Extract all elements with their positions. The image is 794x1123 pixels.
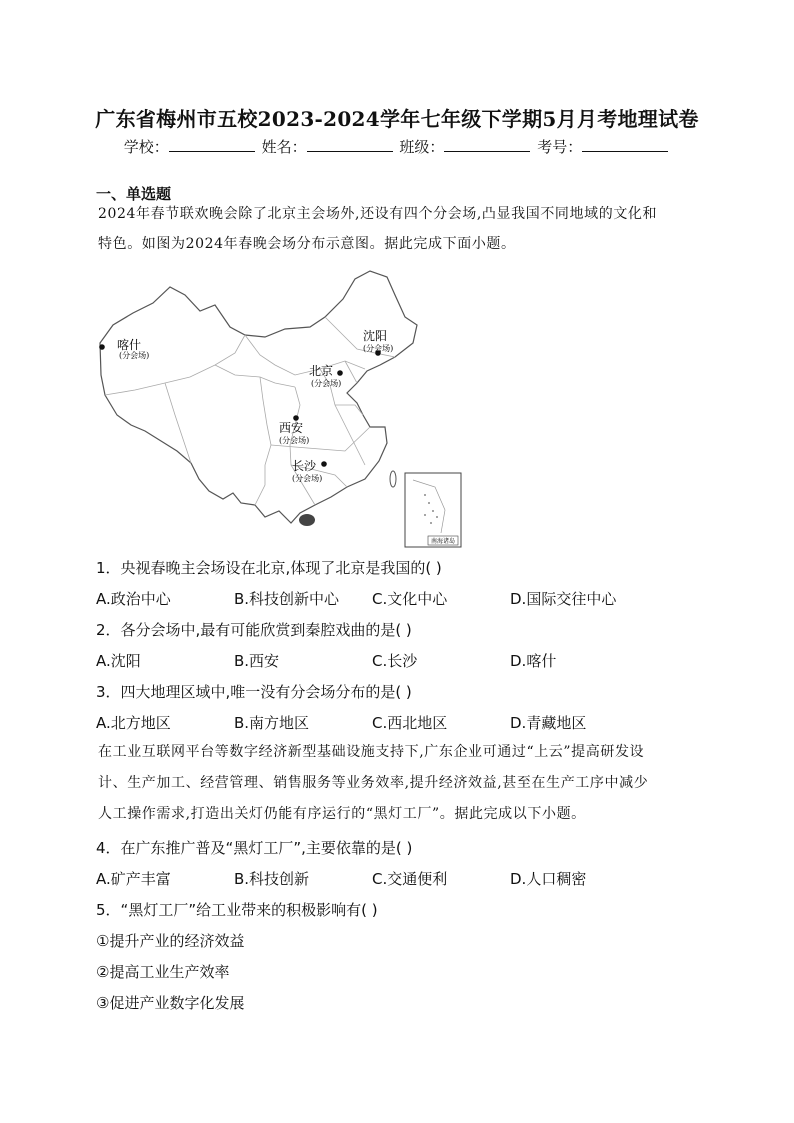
passage2-line3: 人工操作需求,打造出关灯仍能有序运行的“黑灯工厂”。据此完成以下小题。	[98, 806, 586, 822]
q1-option-c[interactable]: C.文化中心	[372, 590, 448, 608]
q4-option-a[interactable]: A.矿产丰富	[96, 870, 171, 888]
svg-text:沈阳: 沈阳	[363, 329, 388, 343]
svg-text:(分会场): (分会场)	[363, 344, 394, 353]
q1-option-d[interactable]: D.国际交往中心	[510, 590, 617, 608]
svg-text:(分会场): (分会场)	[292, 474, 323, 483]
passage2-line2: 计、生产加工、经营管理、销售服务等业务效率,提升经济效益,甚至在生产工序中减少	[98, 775, 649, 791]
class-blank[interactable]	[444, 137, 530, 152]
question-1-stem: 1．央视春晚主会场设在北京,体现了北京是我国的( )	[96, 559, 442, 577]
q5-item-3: ③促进产业数字化发展	[96, 994, 245, 1012]
q2-option-a[interactable]: A.沈阳	[96, 652, 141, 670]
svg-text:喀什: 喀什	[117, 338, 142, 352]
exam-title: 广东省梅州市五校2023-2024学年七年级下学期5月月考地理试卷	[95, 107, 699, 131]
student-info-line	[0, 136, 794, 157]
taiwan-island	[390, 471, 396, 487]
number-blank[interactable]	[582, 137, 668, 152]
china-map	[95, 265, 465, 550]
svg-text:(分会场): (分会场)	[119, 351, 150, 360]
q2-option-d[interactable]: D.喀什	[510, 652, 557, 670]
svg-text:(分会场): (分会场)	[279, 436, 310, 445]
number-label: 考号：	[537, 138, 583, 156]
class-label: 班级：	[399, 138, 445, 156]
question-3-stem: 3．四大地理区域中,唯一没有分会场分布的是( )	[96, 683, 412, 701]
school-label: 学校：	[123, 138, 169, 156]
svg-text:(分会场): (分会场)	[311, 379, 342, 388]
city-changsha	[292, 458, 327, 483]
q5-item-1: ①提升产业的经济效益	[96, 932, 245, 950]
q3-option-a[interactable]: A.北方地区	[96, 714, 171, 732]
q3-option-c[interactable]: C.西北地区	[372, 714, 448, 732]
question-2-stem: 2．各分会场中,最有可能欣赏到秦腔戏曲的是( )	[96, 621, 412, 639]
name-label: 姓名：	[261, 138, 307, 156]
passage1-line2: 特色。如图为2024年春晚会场分布示意图。据此完成下面小题。	[98, 236, 516, 252]
svg-text:北京: 北京	[309, 364, 334, 378]
city-xian	[279, 415, 309, 445]
question-5-stem: 5．“黑灯工厂”给工业带来的积极影响有( )	[96, 901, 378, 919]
city-kashgar	[99, 337, 149, 360]
q1-option-a[interactable]: A.政治中心	[96, 590, 171, 608]
q1-option-b[interactable]: B.科技创新中心	[234, 590, 340, 608]
city-beijing	[309, 363, 343, 388]
q4-option-b[interactable]: B.科技创新	[234, 870, 310, 888]
q3-option-d[interactable]: D.青藏地区	[510, 714, 587, 732]
passage1-line1: 2024年春节联欢晚会除了北京主会场外,还设有四个分会场,凸显我国不同地域的文化和	[98, 206, 658, 222]
section-title: 一、单选题	[96, 185, 172, 203]
question-4-stem: 4．在广东推广普及“黑灯工厂”,主要依靠的是( )	[96, 839, 413, 857]
china-outline	[100, 271, 417, 523]
q5-item-2: ②提高工业生产效率	[96, 963, 230, 981]
svg-text:长沙: 长沙	[292, 459, 317, 473]
province-boundaries	[105, 317, 395, 505]
city-shenyang	[363, 328, 393, 356]
q4-option-c[interactable]: C.交通便利	[372, 870, 448, 888]
q2-option-c[interactable]: C.长沙	[372, 652, 418, 670]
q2-option-b[interactable]: B.西安	[234, 652, 280, 670]
inset-label: 南海诸岛	[430, 538, 456, 545]
passage2-line1: 在工业互联网平台等数字经济新型基础设施支持下,广东企业可通过“上云”提高研发设	[98, 744, 645, 760]
q4-option-d[interactable]: D.人口稠密	[510, 870, 587, 888]
school-blank[interactable]	[169, 137, 255, 152]
svg-text:西安: 西安	[279, 421, 304, 435]
q3-option-b[interactable]: B.南方地区	[234, 714, 310, 732]
hainan-island	[299, 514, 315, 526]
name-blank[interactable]	[307, 137, 393, 152]
